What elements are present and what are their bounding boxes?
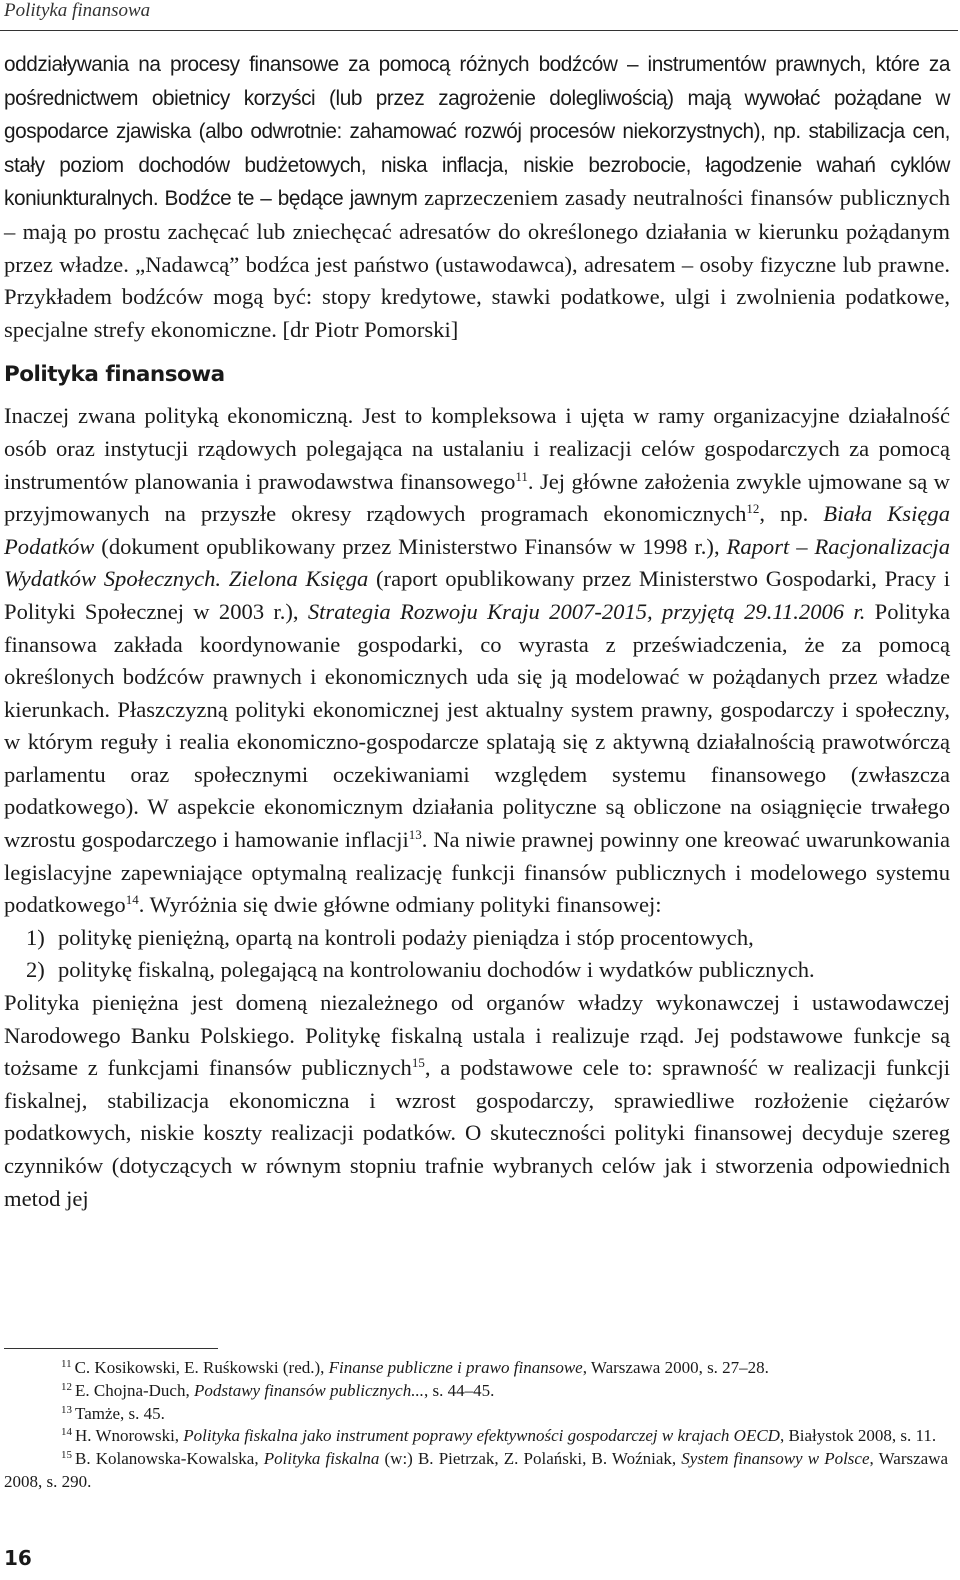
main-text xyxy=(4,48,950,1215)
footnote-text: E. Chojna-Duch, xyxy=(75,1380,194,1400)
italic-title: Strategia Rozwoju Kraju 2007-2015, przyjętą 29.11.2006 r. xyxy=(307,598,866,624)
footnote-italic: Polityka fiskalna jako instrument poprawy efektywności gospodarczej w krajach OECD xyxy=(183,1426,780,1446)
list-number: 2) xyxy=(26,957,45,983)
footnote-number: 11 xyxy=(61,1358,72,1370)
footnote-italic: System finansowy w Polsce xyxy=(681,1449,870,1469)
list-text: politykę fiskalną, polegającą na kontrolowaniu dochodów i wydatków publicznych. xyxy=(58,957,815,983)
footnote-text: , Warszawa 2008, s. 290. xyxy=(4,1449,949,1491)
text-run: Polityka finansowa zakłada koordynowanie gospodarki, co wyrasta z przeświadczenia, że za pomocą określonych bodźców prawnych i ekonomicznych uda się ją modelować w pożądanych przez władze kierunkach. Płaszczyzną polityki ekonomicznej jest aktualny system prawny, gospodarczy i społeczny, w którym reguły i realia ekonomiczno-gospodarcze splatają się z aktywną działalnością prawotwórczą parlamentu oraz społecznymi oczekiwaniami względem systemu finansowego (zwłaszcza podatkowego). W aspekcie ekonomicznym działania polityczne są obliczone na osiągnięcie trwałego wzrostu gospodarczego i hamowanie inflacji xyxy=(4,598,950,853)
footnote-text: , s. 44–45. xyxy=(423,1380,495,1400)
text-run: . Jej główne założenia zwykle ujmowane są w przyjmowanych na przyszłe okresy rządowych programach ekonomicznych xyxy=(4,468,950,527)
footnote-number: 12 xyxy=(61,1380,72,1393)
text-run: (dokument opublikowany przez Ministerstwo Finansów w 1998 r.), xyxy=(94,533,727,559)
text-run: , np. xyxy=(759,501,824,527)
footnote-ref[interactable]: 11 xyxy=(515,468,528,484)
footnote-italic: Polityka fiskalna xyxy=(263,1449,380,1469)
text-run: Inaczej zwana polityką ekonomiczną. Jest to kompleksowa i ujęta w ramy organizacyjne działalność osób oraz instytucji rządowych polegająca na ustalaniu i realizacji celów gospodarczych za pomocą instrumentów planowania i prawodawstwa finansowego xyxy=(4,403,950,494)
text-run: . Na niwie prawnej powinny one kreować uwarunkowania legislacyjne zapewniające optymalną realizację funkcji finansów publicznych i modelowego systemu podatkowego xyxy=(4,827,950,918)
footnote-14 xyxy=(4,1425,948,1448)
section-heading: Polityka finansowa xyxy=(4,362,225,388)
footnote-number: 13 xyxy=(61,1403,72,1416)
paragraph-fiscal xyxy=(4,987,950,1215)
footnote-italic: Podstawy finansów publicznych... xyxy=(193,1380,424,1400)
footnote-rule xyxy=(4,1348,218,1349)
footnote-12 xyxy=(4,1380,948,1403)
footnotes xyxy=(4,1357,948,1494)
footnote-text: (w:) B. Pietrzak, Z. Polański, B. Woźniak, xyxy=(379,1449,682,1469)
text-run: (raport opublikowany przez Ministerstwo Gospodarki, Pracy i Polityki Społecznej w 2003 r.), xyxy=(4,566,950,624)
footnote-text: , Warszawa 2000, s. 27–28. xyxy=(582,1358,769,1377)
footnote-11 xyxy=(4,1357,948,1380)
footnote-ref[interactable]: 15 xyxy=(411,1055,425,1071)
list-item xyxy=(4,954,950,987)
footnote-italic: Finanse publiczne i prawo finansowe xyxy=(328,1358,583,1377)
text-run: . Wyróżnia się dwie główne odmiany polityki finansowej: xyxy=(138,892,662,918)
italic-title: Biała Księga Podatków xyxy=(4,501,950,559)
intro-serif-text: zaprzeczeniem zasady neutralności finansów publicznych – mają po prostu zachęcać lub zniechęcać adresatów do określonego działania w kierunku pożądanym przez władze. „Nadawcą” bodźca jest państwo (ustawodawca), adresatem – osoby fizyczne lub prawne. Przykładem bodźców mogą być: stopy kredytowe, stawki podatkowe, ulgi i zwolnienia podatkowe, specjalne strefy ekonomiczne. [dr Piotr Pomorski] xyxy=(4,185,950,342)
list-number: 1) xyxy=(26,924,45,950)
footnote-ref[interactable]: 12 xyxy=(746,501,760,517)
italic-title: Raport – Racjonalizacja Wydatków Społecznych. Zielona Księga xyxy=(4,533,950,592)
footnote-number: 14 xyxy=(61,1426,72,1439)
footnote-number: 15 xyxy=(61,1449,72,1462)
paragraph-definition xyxy=(4,400,950,922)
intro-sans-text: oddziaływania na procesy finansowe za pomocą różnych bodźców – instrumentów prawnych, które za pośrednictwem obietnicy korzyści (lub przez zagrożenie dolegliwością) mają wywołać pożądane w gospodarce zjawiska (albo odwrotnie: zahamować rozwój procesów niekorzystnych), np. stabilizacja cen, stały poziom dochodów budżetowych, niska inflacja, niskie bezrobocie, łagodzenie wahań cyklów koniunkturalnych. Bodźce te – będące jawnym xyxy=(4,53,950,211)
running-head: Polityka finansowa xyxy=(4,0,151,21)
footnote-text: , Białystok 2008, s. 11. xyxy=(779,1426,937,1446)
footnote-text: C. Kosikowski, E. Ruśkowski (red.), xyxy=(74,1358,329,1377)
intro-paragraph xyxy=(4,48,950,346)
list-text: politykę pieniężną, opartą na kontroli podaży pieniądza i stóp procentowych, xyxy=(58,924,754,950)
page-number: 16 xyxy=(4,1546,32,1570)
footnote-15 xyxy=(4,1448,948,1494)
footnote-text: H. Wnorowski, xyxy=(75,1426,184,1446)
list-item xyxy=(4,922,950,955)
footnote-text: B. Kolanowska-Kowalska, xyxy=(75,1449,264,1469)
text-run: Polityka pieniężna jest domeną niezależnego od organów władzy wykonawczej i ustawodawczej Narodowego Banku Polskiego. Politykę fiskalną ustala i realizuje rząd. Jej podstawowe funkcje są tożsame z funkcjami finansów publicznych xyxy=(4,990,950,1081)
footnote-13 xyxy=(4,1403,948,1426)
header-rule xyxy=(0,30,958,31)
footnote-text: Tamże, s. 45. xyxy=(75,1403,165,1423)
text-run: , a podstawowe cele to: sprawność w realizacji funkcji fiskalnej, stabilizacja ekonomiczna i wzrost gospodarczy, sprawiedliwe rozłożenie ciężarów podatkowych, niskie koszty realizacji podatków. O skuteczności polityki finansowej decyduje szereg czynników (dotyczących w równym stopniu trafnie wybranych celów jak i stworzenia odpowiednich metod jej xyxy=(4,1055,951,1211)
footnote-ref[interactable]: 14 xyxy=(125,892,139,908)
footnote-ref[interactable]: 13 xyxy=(408,827,422,843)
